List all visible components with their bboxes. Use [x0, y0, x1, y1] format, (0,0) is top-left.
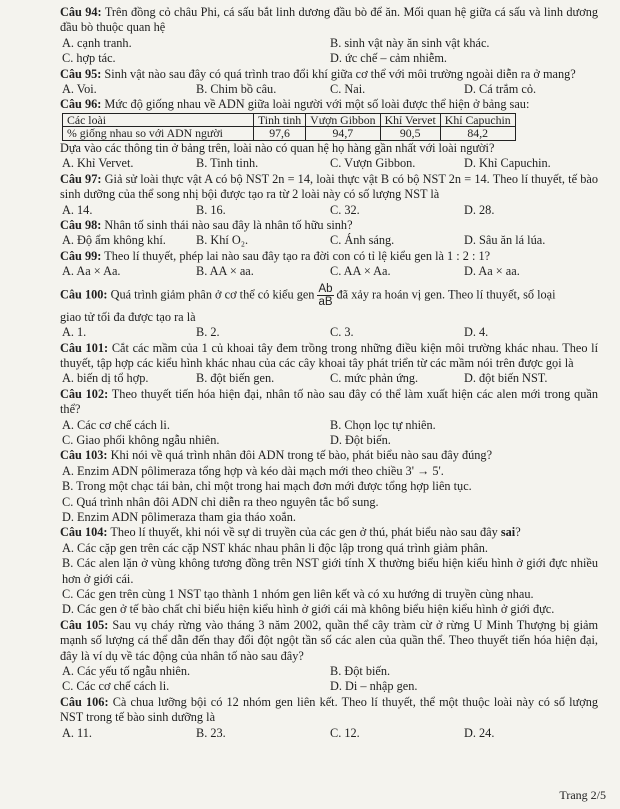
question-label: Câu 97: — [60, 171, 102, 186]
question-label: Câu 96: — [60, 97, 102, 112]
question-label: Câu 95: — [60, 66, 102, 81]
option-c: C. Các cơ chế cách li. — [62, 679, 170, 694]
question-text: Mức độ giống nhau về ADN giữa loài người với một số loài được thể hiện ở bảng sau: — [104, 97, 530, 112]
option-d: D. Aa × aa. — [464, 264, 520, 279]
question-98 — [60, 218, 598, 249]
option-c: C. Nai. — [330, 82, 366, 97]
question-text: Theo thuyết tiến hóa hiện đại, nhân tố nào sau đây có thể làm xuất hiện các alen mới trong quần thể? — [60, 386, 598, 417]
table-header-row — [63, 113, 516, 127]
table-header-cell: Khỉ Vervet — [380, 113, 440, 127]
option-a: A. cạnh tranh. — [62, 35, 132, 50]
page-number: Trang 2/5 — [559, 787, 606, 802]
option-a: A. 11. — [62, 725, 92, 740]
table-cell: 84,2 — [440, 127, 515, 141]
option-d: D. Các gen ở tế bào chất chỉ biểu hiện kiểu hình ở giới cái mà không biểu hiện kiểu hình ở giới đực. — [62, 602, 555, 617]
fraction-numerator: Ab — [318, 282, 333, 295]
option-d: D. 4. — [464, 325, 489, 340]
option-c: C. AA × Aa. — [330, 264, 391, 279]
option-b: B. Đột biến. — [330, 664, 391, 679]
option-d: D. 24. — [464, 725, 495, 740]
question-105 — [60, 618, 598, 695]
option-b: B. 16. — [196, 202, 226, 217]
question-label: Câu 105: — [60, 617, 109, 632]
option-a: A. Các yếu tố ngẫu nhiên. — [62, 664, 191, 679]
question-label: Câu 101: — [60, 340, 109, 355]
table-header-cell: Các loài — [63, 113, 254, 127]
table-cell: 97,6 — [254, 127, 306, 141]
question-text: Nhân tố sinh thái nào sau đây là nhân tố hữu sinh? — [104, 218, 353, 233]
question-104 — [60, 525, 598, 617]
question-emphasis: sai — [500, 525, 516, 540]
question-text: Giả sử loài thực vật A có bộ NST 2n = 14, loài thực vật B có bộ NST 2n = 14. Theo lí thuyết, tế bào sinh dưỡng của thể song nhị bội được tạo ra từ 2 loài này có số lượng NST là — [60, 171, 598, 202]
question-label: Câu 100: — [60, 287, 108, 302]
dna-similarity-table — [62, 113, 516, 141]
table-header-cell: Vượn Gibbon — [306, 113, 380, 127]
option-c: C. Quá trình nhân đôi ADN chỉ diễn ra theo nguyên tắc bổ sung. — [62, 494, 379, 509]
question-text: Quá trình giảm phân ở cơ thể có kiểu gen — [110, 287, 315, 302]
option-c: C. 12. — [330, 725, 360, 740]
question-text: Sau vụ cháy rừng vào tháng 3 năm 2002, quần thể cây tràm cừ ở rừng U Minh Thượng bị giảm mạnh số lượng cá thể dẫn đến thay đổi đột ngột tần số các alen của quần thể. Theo thuyết tiến hóa hiện đại, đây là ví dụ về tác động của nhân tố nào sau đây? — [60, 617, 599, 663]
question-102 — [60, 387, 598, 449]
question-text: Cắt các mầm của 1 củ khoai tây đem trồng trong những điều kiện môi trường khác nhau. Theo lí thuyết, tập hợp các kiểu hình khác nhau của các cây khoai tây phát triển từ các mầm nói trên được gọi là — [60, 340, 599, 370]
question-label: Câu 104: — [60, 525, 108, 540]
question-94 — [60, 5, 598, 67]
option-b: B. Chim bồ câu. — [196, 82, 277, 97]
option-a: A. Voi. — [62, 82, 97, 97]
option-c: C. Ánh sáng. — [330, 233, 395, 248]
question-text: Sinh vật nào sau đây có quá trình trao đổi khí giữa cơ thể với môi trường ngoài diễn ra ở mang? — [104, 66, 576, 81]
question-96 — [60, 97, 598, 171]
option-b: B. 23. — [196, 725, 226, 740]
option-a: A. Aa × Aa. — [62, 264, 121, 279]
option-d: D. ức chế – cảm nhiễm. — [330, 51, 447, 66]
question-100 — [60, 283, 598, 341]
question-text-line2: giao tử tối đa được tạo ra là — [60, 309, 196, 324]
option-c: C. Các gen trên cùng 1 NST tạo thành 1 nhóm gen liên kết và có xu hướng di truyền cùng nhau. — [62, 587, 534, 601]
question-label: Câu 94: — [60, 5, 102, 19]
option-a: A. Khỉ Vervet. — [62, 156, 134, 171]
option-d: D. Khỉ Capuchin. — [464, 156, 551, 171]
question-106 — [60, 695, 598, 741]
table-header-cell: Tinh tinh — [254, 113, 306, 127]
question-text: Khi nói về quá trình nhân đôi ADN trong tế bào, phát biểu nào sau đây đúng? — [110, 448, 493, 463]
table-row — [63, 127, 516, 141]
option-d: D. Cá trắm cỏ. — [464, 82, 537, 97]
fraction-denominator: aB — [318, 295, 333, 308]
question-97 — [60, 172, 598, 218]
option-c: C. Vượn Gibbon. — [330, 156, 416, 171]
question-99 — [60, 249, 598, 280]
option-d: D. Enzim ADN pôlimeraza tham gia tháo xoắn. — [62, 509, 296, 524]
option-a: A. Enzim ADN pôlimeraza tổng hợp và kéo dài mạch mới theo chiều 3' → 5'. — [62, 463, 444, 478]
option-a: A. 14. — [62, 202, 93, 217]
option-d: D. Di – nhập gen. — [330, 679, 418, 694]
question-label: Câu 98: — [60, 218, 102, 233]
question-label: Câu 102: — [60, 386, 109, 401]
question-label: Câu 106: — [60, 694, 109, 709]
option-c: C. Giao phối không ngẫu nhiên. — [62, 432, 220, 447]
table-header-cell: Khỉ Capuchin — [440, 113, 515, 127]
question-label: Câu 103: — [60, 448, 108, 463]
option-b: B. Khí O₂. — [196, 233, 249, 248]
question-text: Theo lí thuyết, khi nói về sự di truyền của các gen ở thú, phát biểu nào sau đây — [110, 525, 498, 540]
question-text-after: đã xảy ra hoán vị gen. Theo lí thuyết, số loại — [336, 287, 556, 302]
question-text-continued: Dựa vào các thông tin ở bảng trên, loài nào có quan hệ họ hàng gần nhất với loài người? — [60, 141, 495, 156]
option-b: B. đột biến gen. — [196, 371, 275, 386]
option-a: A. biến dị tổ hợp. — [62, 371, 149, 386]
question-103 — [60, 448, 598, 525]
option-c: C. 3. — [330, 325, 354, 340]
question-label: Câu 99: — [60, 248, 102, 263]
option-b: B. Trong một chạc tái bản, chỉ một trong hai mạch đơn mới được tổng hợp liên tục. — [62, 479, 472, 494]
option-a: A. Các cơ chế cách li. — [62, 417, 170, 432]
option-a: A. 1. — [62, 325, 87, 340]
option-b: B. Chọn lọc tự nhiên. — [330, 417, 436, 432]
option-b: B. Các alen lặn ở vùng không tương đồng trên NST giới tính X thường biểu hiện kiểu hình ở giới đực nhiều hơn ở giới cái. — [62, 556, 598, 586]
question-text: Trên đồng cỏ châu Phi, cá sấu bắt linh dương đầu bò để ăn. Mối quan hệ giữa cá sấu và linh dương đầu bò thuộc quan hệ — [60, 5, 598, 35]
table-cell: 90,5 — [380, 127, 440, 141]
option-c: C. hợp tác. — [62, 51, 116, 66]
question-text: Cà chua lưỡng bội có 12 nhóm gen liên kết. Theo lí thuyết, thể một thuộc loài này có số lượng NST trong tế bào sinh dưỡng là — [60, 694, 599, 725]
option-c: C. mức phản ứng. — [330, 371, 419, 386]
option-d: D. Sâu ăn lá lúa. — [464, 233, 546, 248]
option-d: D. 28. — [464, 202, 495, 217]
option-d: D. đột biến NST. — [464, 371, 548, 386]
table-cell: % giống nhau so với ADN người — [63, 127, 254, 141]
question-end: ? — [515, 525, 521, 540]
option-c: C. 32. — [330, 202, 360, 217]
question-text: Theo lí thuyết, phép lai nào sau đây tạo ra đời con có tỉ lệ kiểu gen là 1 : 2 : 1? — [104, 248, 491, 263]
table-cell: 94,7 — [306, 127, 380, 141]
option-a: A. Độ ẩm không khí. — [62, 233, 166, 248]
option-a: A. Các cặp gen trên các cặp NST khác nhau phân li độc lập trong quá trình giảm phân. — [62, 540, 488, 555]
question-101 — [60, 341, 598, 387]
genotype-fraction — [317, 283, 333, 308]
option-b: B. Tinh tinh. — [196, 156, 259, 171]
option-b: B. 2. — [196, 325, 220, 340]
option-b: B. sinh vật này ăn sinh vật khác. — [330, 35, 490, 50]
exam-page — [60, 5, 598, 741]
option-d: D. Đột biến. — [330, 432, 391, 447]
question-95 — [60, 67, 598, 98]
option-b: B. AA × aa. — [196, 264, 254, 279]
